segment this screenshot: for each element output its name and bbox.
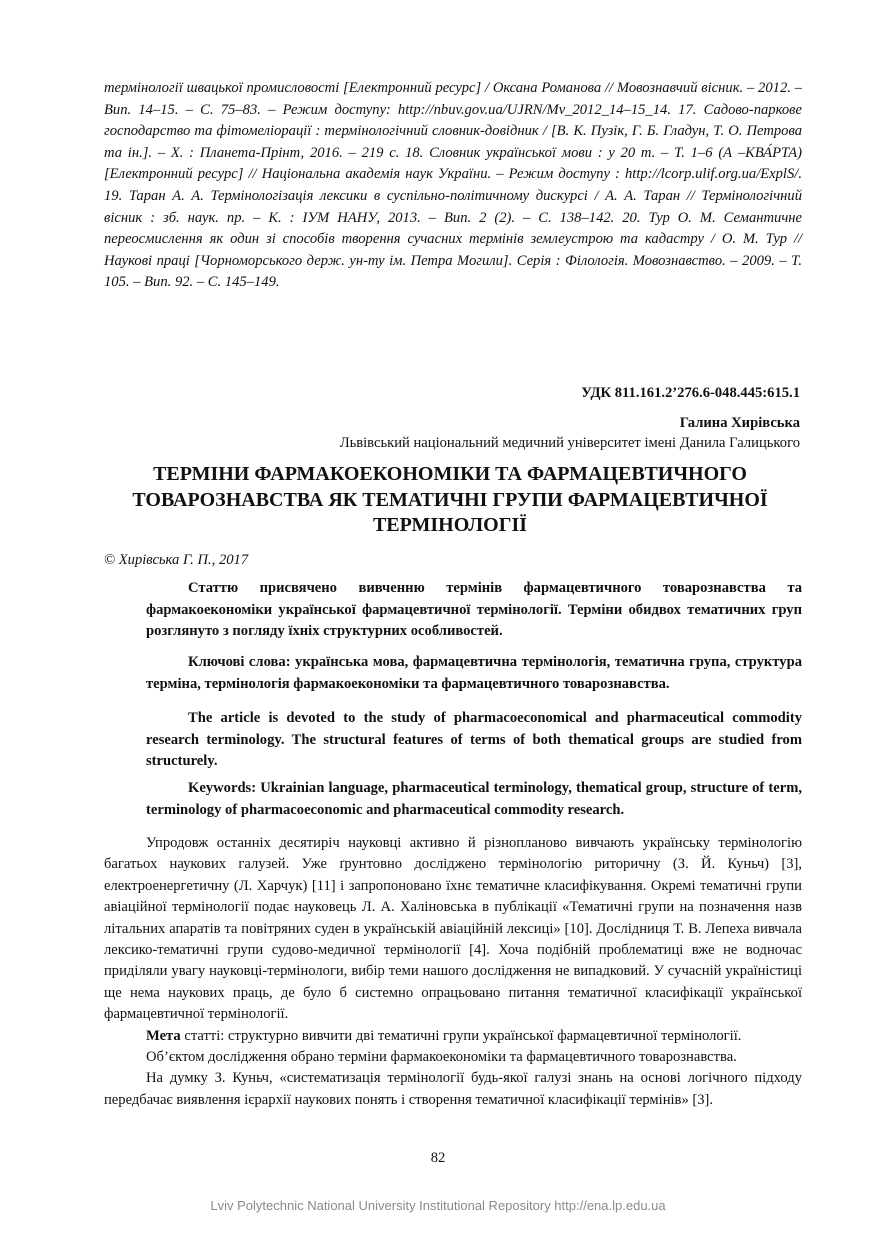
copyright-line: © Хирівська Г. П., 2017 xyxy=(104,552,249,568)
body-paragraph-3: Об’єктом дослідження обрано терміни фармакоекономіки та фармацевтичного товарознавства. xyxy=(146,1049,737,1066)
body-paragraph-1: Упродовж останніх десятиріч науковці активно й різнопланово вивчають українську термінологію багатьох наукових галузей. Уже ґрунтовно досліджено термінологію риторичну (З. Й. Куньч) [3], електроенергетичну (Л. Харчук) [11] і запропоновано їхнє тематичне класифікування. Окремі тематичні групи авіаційної термінології подає науковець Л. А. Халіновська в публікації «Тематичні групи на позначення назв літальних апаратів та повітряних суден в українській авіаційній лексиці» [10]. Дослідниця Т. В. Лепеха вивчала лексико-тематичні групи судово-медичної термінології [4]. Хоча подібній проблематиці вже не водночас приділяли увагу науковці-термінологи, вибір теми нашого дослідження не випадковий. У сучасній україністиці ще нема наукових праць, де було б системно опрацьовано питання тематичної класифікації української фармацевтичної термінології. xyxy=(104,835,802,1023)
author-affiliation: Львівський національний медичний університет імені Данила Галицького xyxy=(339,435,800,451)
keywords-english: Keywords: Ukrainian language, pharmaceutical terminology, thematical group, structure of term, terminology of pharmacoeconomic and pharmaceutical commodity research. xyxy=(146,780,802,818)
author-name: Галина Хирівська xyxy=(679,415,800,431)
body-paragraph-2 xyxy=(104,1026,802,1047)
repository-footer: Lviv Polytechnic National University Institutional Repository http://ena.lp.edu.ua xyxy=(210,1198,666,1213)
references-continuation: термінології швацької промисловості [Електронний ресурс] / Оксана Романова // Мовознавчий вісник. – 2012. – Вип. 14–15. – С. 75–83. – Режим доступу: http://nbuv.gov.ua/UJRN/Mv_2012_14–15_14. 17. Садово-паркове господарство та фітомеліорації : термінологічний словник-довідник / [В. К. Пузік, Г. Б. Гладун, Т. О. Петрова та ін.]. – Х. : Планета-Прінт, 2016. – 219 с. 18. Словник української мови : у 20 т. – Т. 1–6 (А –КВА́РТА) [Електронний ресурс] // Національна академія наук України. – Режим доступу : http://lcorp.ulif.org.ua/ExplS/. 19. Таран А. А. Термінологізація лексики в суспільно-політичному дискурсі / А. А. Таран // Термінологічний вісник : зб. наук. пр. – К. : ІУМ НАНУ, 2013. – Вип. 2 (2). – С. 138–142. 20. Тур О. М. Семантичне переосмислення як один зі способів творення сучасних термінів землеустрою та кадастру / О. М. Тур // Наукові праці [Чорноморського держ. ун-ту ім. Петра Могили]. Серія : Філологія. Мовознавство. – 2009. – Т. 105. – Вип. 92. – С. 145–149. xyxy=(104,80,802,291)
body-paragraph-4: На думку З. Куньч, «систематизація термінології будь-якої галузі знань на основі логічного підходу передбачає виявлення ієрархії наукових понять і створення тематичної класифікації термінів» [3]. xyxy=(104,1070,802,1108)
aim-text: статті: структурно вивчити дві тематичні групи української фармацевтичної термінології. xyxy=(180,1027,742,1044)
article-title: ТЕРМІНИ ФАРМАКОЕКОНОМІКИ ТА ФАРМАЦЕВТИЧНОГО ТОВАРОЗНАВСТВА ЯК ТЕМАТИЧНІ ГРУПИ ФАРМАЦЕВТИЧНОЇ ТЕРМІНОЛОГІЇ xyxy=(132,463,768,536)
aim-label: Мета xyxy=(146,1027,181,1044)
page-number: 82 xyxy=(430,1150,446,1166)
keywords-ukrainian: Ключові слова: українська мова, фармацевтична термінологія, тематична група, структура терміна, термінологія фармакоекономіки та фармацевтичного товарознавства. xyxy=(146,654,802,692)
abstract-ukrainian: Статтю присвячено вивченню термінів фармацевтичного товарознавства та фармакоекономіки української фармацевтичної термінології. Терміни обидвох тематичних груп розглянуто з погляду їхніх структурних особливостей. xyxy=(146,580,802,640)
abstract-english: The article is devoted to the study of pharmacoeconomical and pharmaceutical commodity research terminology. The structural features of terms of both thematical groups are studied from structurely. xyxy=(146,710,802,770)
udc-code: УДК 811.161.2’276.6-048.445:615.1 xyxy=(581,385,800,401)
article-body xyxy=(104,833,802,1111)
